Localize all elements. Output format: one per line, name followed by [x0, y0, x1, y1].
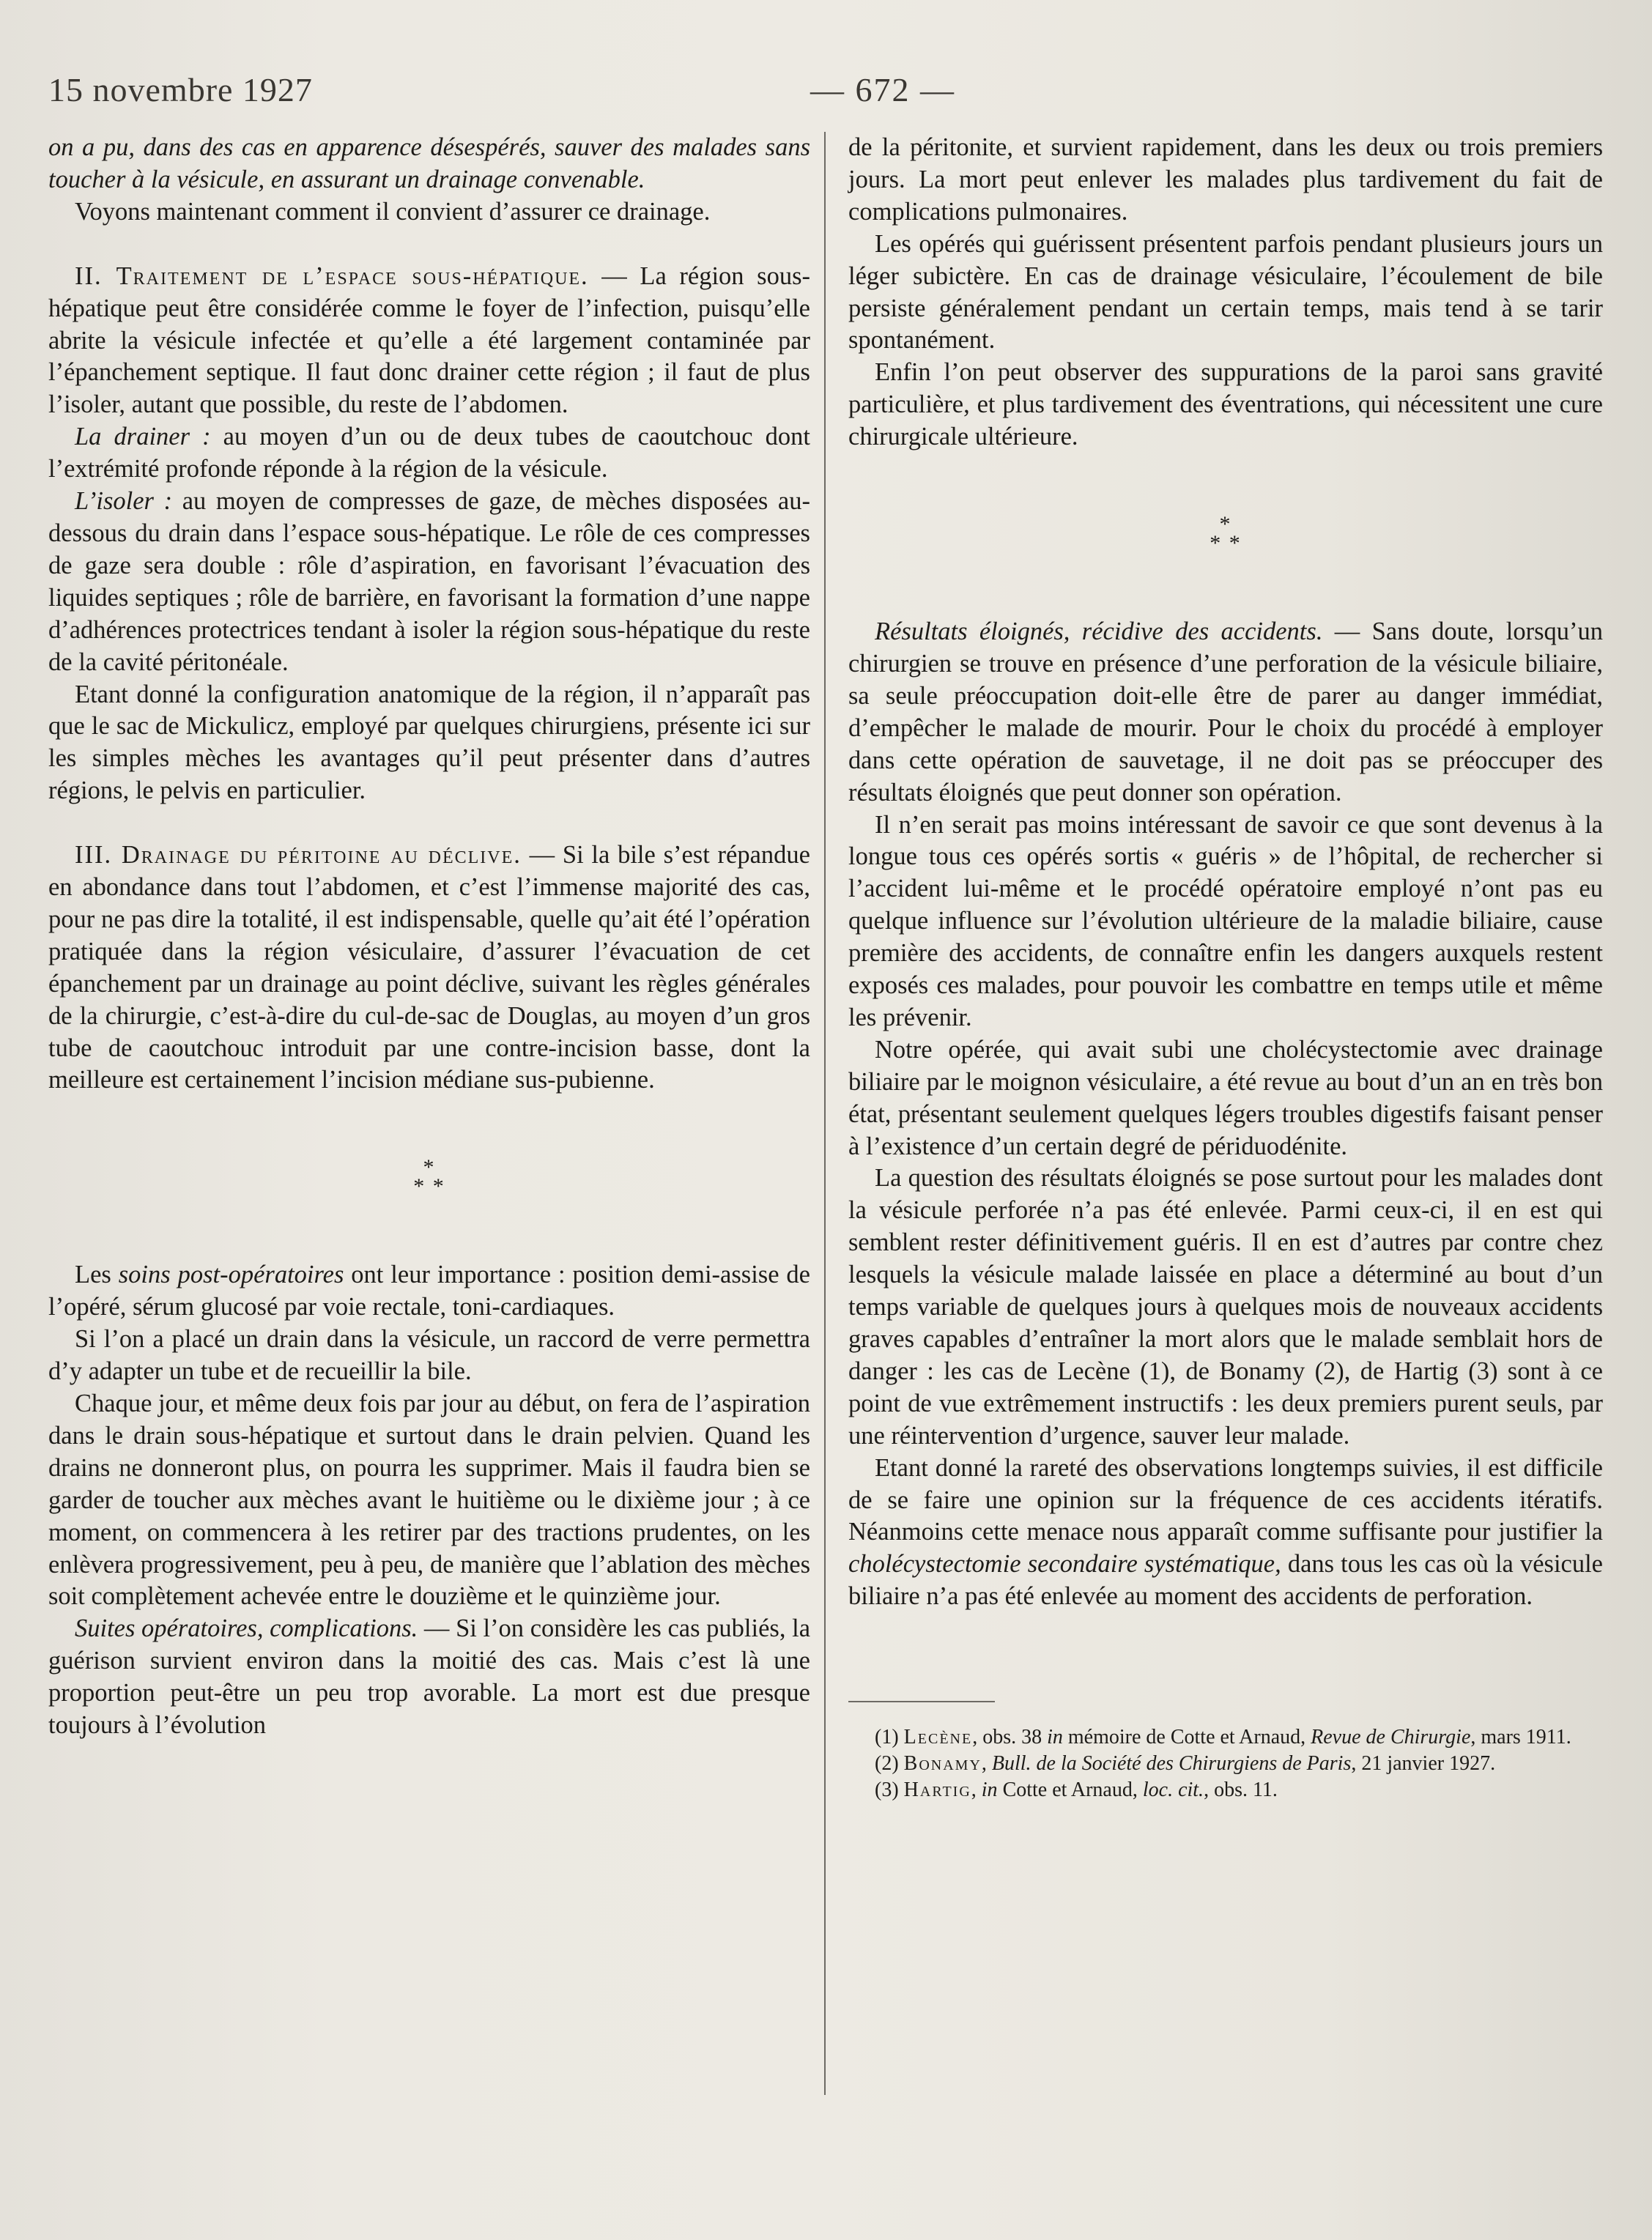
footnote-journal: Bull. de la Société des Chirurgiens de Paris [991, 1752, 1352, 1776]
asterism-top: * [1219, 512, 1232, 537]
asterism [848, 512, 1603, 556]
footnote-author: Bonamy [903, 1752, 982, 1776]
footnote-author: Hartig [903, 1779, 971, 1802]
paragraph: Etant donné la configuration anatomique de la région, il n’apparaît pas que le sac de Mickulicz, employé par quelques chirurgiens, présente ici sur les simples mèches les avantages qu’il peut présenter dans d’autres régions, le pelvis en particulier. [48, 680, 810, 805]
footnote-italic: in [981, 1779, 998, 1802]
footnote-number: (1) [875, 1726, 904, 1749]
footnote-text: , obs. 11. [1204, 1779, 1278, 1802]
paragraph-suites [48, 1613, 810, 1742]
issue-date: 15 novembre 1927 [48, 71, 313, 108]
paragraph-text: dans tous les cas où la vésicule biliaire n’a pas été enlevée au moment des accidents de perforation. [848, 1550, 1603, 1611]
paragraph: Notre opérée, qui avait subi une cholécystectomie avec drainage biliaire par le moignon vésiculaire, a été revue au bout d’un an en très bon état, présentant seulement quelques légers troubles digestifs faisant penser à l’existence d’un certain degré de périduodénite. [848, 1035, 1603, 1160]
footnote-text: , [981, 1752, 992, 1776]
section-iii [48, 839, 810, 1097]
emphasis: cholécystectomie secondaire systématique, [848, 1550, 1281, 1579]
footnote-1 [848, 1724, 1603, 1751]
left-column [48, 132, 810, 1742]
run-in-lead: Suites opératoires, complications. [75, 1614, 418, 1643]
footnote-2 [848, 1751, 1603, 1777]
footnote-number: (3) [875, 1779, 904, 1802]
footnote-rule [848, 1701, 995, 1702]
paragraph-text: Les [75, 1261, 119, 1289]
footnote-text: Cotte et Arnaud, [997, 1779, 1143, 1802]
paragraph-text: ont leur importance : position demi-assise de l’opéré, sérum glucosé par voie rectale, toni-cardiaques. [48, 1261, 810, 1321]
paragraph-rarete [848, 1453, 1603, 1614]
paragraph: La question des résultats éloignés se pose surtout pour les malades dont la vésicule perforée n’a pas été enlevée. Parmi ceux-ci, il en est qui semblent rester définitivement guéris. Il en est d’autres par contre chez lesquels la vésicule malade laissée en place a déterminé au bout d’un temps variable de quelques jours à quelques mois de nouveaux accidents graves capables d’entraîner la mort alors que le malade semblait hors de danger : les cas de Lecène (1), de Bonamy (2), de Hartig (3) sont à ce point de vue extrêmement instructifs : les deux premiers purent seuls, par une réintervention d’urgence, sauver leur malade. [848, 1164, 1603, 1450]
asterism [48, 1155, 810, 1199]
right-column [848, 132, 1603, 1803]
section-heading: II. Traitement de l’espace sous-hépatique. [75, 262, 589, 290]
asterism-bottom: * * [1210, 531, 1242, 556]
footnote-text: , obs. 38 [972, 1726, 1048, 1749]
section-text: — Si la bile s’est répandue en abondance dans tout l’abdomen, et c’est l’immense majorité des cas, pour ne pas dire la totalité, il est indispensable, quelle qu’ait été l’opération pratiquée dans la région vésiculaire, d’assurer l’évacuation de cet épanchement par un drainage au point déclive, suivant les règles générales de la chirurgie, c’est-à-dire du cul-de-sac de Douglas, au moyen d’un gros tube de caoutchouc introduit par une contre-incision basse, dont la meilleure est certainement l’incision médiane sus-pubienne. [48, 841, 810, 1094]
asterism-top: * [423, 1155, 436, 1180]
paragraph: Voyons maintenant comment il convient d’assurer ce drainage. [75, 197, 711, 226]
paragraph-text: — Sans doute, lorsqu’un chirurgien se trouve en présence d’une perforation de la vésicule biliaire, sa seule préoccupation doit-elle être de parer au danger immédiat, d’empêcher le malade de mourir. Pour le choix du procédé à employer dans cette opération de sauvetage, il ne doit pas se préoccuper des résultats éloignés que peut donner son opération. [848, 618, 1603, 806]
paragraph-text: — Si l’on considère les cas publiés, la guérison survient environ dans la moitié des cas. Mais c’est là une proportion peut-être un peu trop avorable. La mort est due presque toujours à l’évolution [48, 1614, 811, 1740]
paragraph: Il n’en serait pas moins intéressant de savoir ce que sont devenus à la longue tous ces opérés sortis « guéris » de l’hôpital, de rechercher si l’accident lui-même et le procédé opératoire employé n’ont pas eu quelque influence sur l’évolution ultérieure de la maladie biliaire, cause première des accidents, de connaître enfin les dangers auxquels restent exposés ces malades, pour pouvoir les combattre en temps utile et même les prévenir. [848, 810, 1603, 1031]
section-text: — La région sous-hépatique peut être considérée comme le foyer de l’infection, puisqu’elle abrite la vésicule infectée et qu’elle a été largement contaminée par l’épanchement septique. Il faut donc drainer cette région ; il faut de plus l’isoler, autant que possible, du reste de l’abdomen. [48, 262, 810, 419]
paragraph-text: au moyen de compresses de gaze, de mèches disposées au-dessous du drain dans l’espace sous-hépatique. Le rôle de ces compresses de gaze sera double : rôle d’aspiration, en favorisant l’évacuation des liquides septiques ; rôle de barrière, en favorisant la formation d’une nappe d’adhérences protectrices tendant à isoler la région sous-hépatique du reste de la cavité péritonéale. [48, 487, 810, 676]
paragraph: Enfin l’on peut observer des suppurations de la paroi sans gravité particulière, et plus tardivement des éventrations, qui nécessitent une cure chirurgicale ultérieure. [848, 358, 1603, 451]
column-divider [824, 132, 826, 2095]
footnote-author: Lecène [903, 1726, 973, 1749]
paragraph-text: au moyen d’un ou de deux tubes de caoutchouc dont l’extrémité profonde réponde à la région de la vésicule. [48, 423, 810, 483]
paragraph: on a pu, dans des cas en apparence désespérés, sauver des malades sans toucher à la vésicule, en assurant un drainage convenable. [48, 133, 810, 193]
footnotes [848, 1724, 1603, 1803]
footnote-italic: loc. cit. [1142, 1779, 1204, 1802]
footnote-journal: Revue de Chirurgie [1311, 1726, 1471, 1749]
footnote-text: , mars 1911. [1470, 1726, 1571, 1749]
footnote-italic: in [1047, 1726, 1063, 1749]
running-head [48, 70, 1604, 114]
footnote-text: mémoire de Cotte et Arnaud, [1062, 1726, 1311, 1749]
paragraph: Si l’on a placé un drain dans la vésicule, un raccord de verre permettra d’y adapter un tube et de recueillir la bile. [48, 1325, 810, 1386]
footnote-number: (2) [875, 1752, 904, 1776]
paragraph: de la péritonite, et survient rapidement, dans les deux ou trois premiers jours. La mort peut enlever les malades plus tardivement du fait de complications pulmonaires. [848, 133, 1603, 226]
run-in-lead: Résultats éloignés, récidive des accidents. [875, 618, 1323, 646]
paragraph-soins [48, 1259, 810, 1324]
run-in-lead: La drainer : [75, 423, 211, 451]
paragraph-resultats [848, 616, 1603, 809]
footnote-3 [848, 1777, 1603, 1803]
paragraph-drainer [48, 421, 810, 486]
emphasis: soins post-opératoires [118, 1261, 344, 1289]
paragraph-text: Etant donné la rareté des observations longtemps suivies, il est difficile de se faire une opinion sur la fréquence de ces accidents itératifs. Néanmoins cette menace nous apparaît comme suffisante pour justifier la [848, 1453, 1603, 1546]
page-number: — 672 — [810, 71, 955, 108]
asterism-bottom: * * [413, 1174, 445, 1199]
footnote-text: , [971, 1779, 982, 1802]
section-heading: III. Drainage du péritoine au déclive. [75, 841, 522, 869]
run-in-lead: L’isoler : [75, 487, 173, 516]
footnote-text: , 21 janvier 1927. [1351, 1752, 1496, 1776]
section-ii [48, 261, 810, 422]
paragraph: Chaque jour, et même deux fois par jour au début, on fera de l’aspiration dans le drain sous-hépatique et surtout dans le drain pelvien. Quand les drains ne donneront plus, on pourra les supprimer. Mais il faudra bien se garder de toucher aux mèches avant le huitième ou le dixième jour ; à ce moment, on commencera à les retirer par des tractions prudentes, on les enlèvera progressivement, peu à peu, de manière que l’ablation des mèches soit complètement achevée entre le douzième et le quinzième jour. [48, 1390, 810, 1611]
paragraph-isoler [48, 486, 810, 678]
paragraph: Les opérés qui guérissent présentent parfois pendant plusieurs jours un léger subictère. En cas de drainage vésiculaire, l’écoulement de bile persiste généralement pendant un certain temps, mais tend à se tarir spontanément. [848, 229, 1603, 355]
